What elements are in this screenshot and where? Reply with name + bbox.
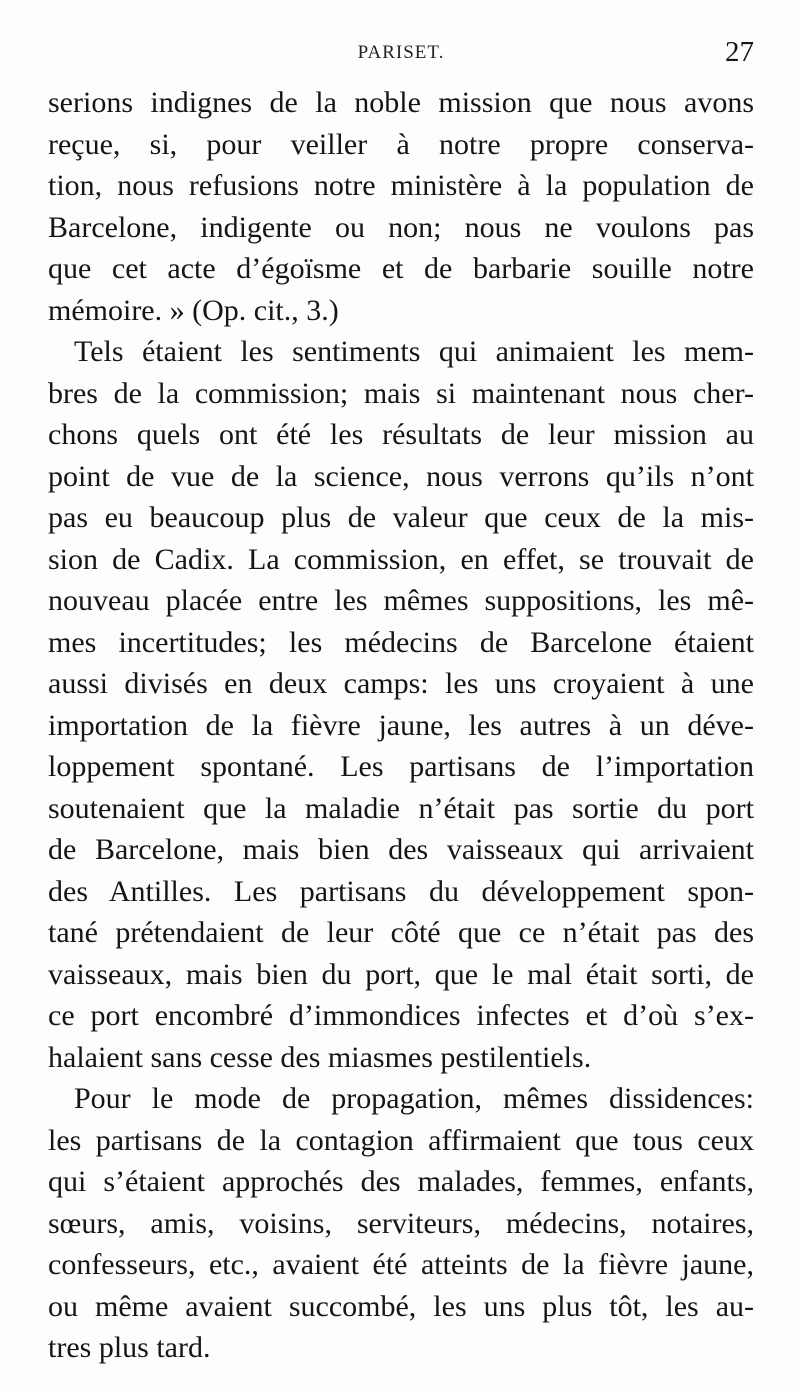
text-line: loppement spontané. Les partisans de l’importation — [48, 750, 754, 783]
text-line: soutenaient que la maladie n’était pas sortie du port — [48, 791, 754, 825]
text-line: qui s’étaient approchés des malades, femmes, enfants, — [48, 1165, 754, 1198]
text-line: sœurs, amis, voisins, serviteurs, médecins, notaires, — [48, 1206, 754, 1240]
text-line: confesseurs, etc., avaient été atteints de la fièvre jaune, — [48, 1248, 754, 1281]
text-line: reçue, si, pour veiller à notre propre conserva- — [48, 127, 754, 161]
page-number: 27 — [725, 36, 754, 68]
text-line: Pour le mode de propagation, mêmes dissidences: — [74, 1082, 754, 1115]
text-line: mémoire. » (Op. cit., 3.) — [48, 293, 339, 327]
text-line: aussi divisés en deux camps: les uns croyaient à une — [48, 667, 754, 700]
text-line: tané prétendaient de leur côté que ce n’était pas des — [48, 916, 754, 949]
running-title: PARISET. — [357, 42, 445, 63]
text-line: mes incertitudes; les médecins de Barcelone étaient — [48, 625, 754, 659]
text-line: importation de la fièvre jaune, les autres à un déve- — [48, 708, 754, 742]
text-line: tion, nous refusions notre ministère à la population de — [48, 169, 754, 202]
text-line: de Barcelone, mais bien des vaisseaux qui arrivaient — [48, 833, 754, 866]
text-line: nouveau placée entre les mêmes suppositions, les mê- — [48, 584, 754, 617]
text-line: point de vue de la science, nous verrons qu’ils n’ont — [48, 459, 754, 493]
text-line: ce port encombré d’immondices infectes et d’où s’ex- — [48, 999, 754, 1032]
text-line: vaisseaux, mais bien du port, que le mal était sorti, de — [48, 957, 754, 991]
text-line: tres plus tard. — [48, 1331, 211, 1364]
text-line: chons quels ont été les résultats de leur mission au — [48, 418, 754, 451]
text-line: les partisans de la contagion affirmaient que tous ceux — [48, 1123, 754, 1157]
text-line: sion de Cadix. La commission, en effet, se trouvait de — [48, 542, 754, 576]
text-line: halaient sans cesse des miasmes pestilentiels. — [48, 1040, 592, 1074]
page-header — [48, 36, 754, 76]
text-line: serions indignes de la noble mission que nous avons — [48, 86, 754, 119]
text-line: pas eu beaucoup plus de valeur que ceux de la mis- — [48, 501, 754, 534]
text-line: bres de la commission; mais si maintenant nous cher- — [48, 376, 754, 410]
text-line: des Antilles. Les partisans du développement spon- — [48, 874, 754, 908]
body-text — [48, 82, 754, 1369]
text-line: Tels étaient les sentiments qui animaient les mem- — [74, 335, 754, 368]
text-line: Barcelone, indigente ou non; nous ne voulons pas — [48, 210, 754, 244]
text-line: ou même avaient succombé, les uns plus tôt, les au- — [48, 1289, 754, 1323]
text-line: que cet acte d’égoïsme et de barbarie souille notre — [48, 252, 754, 285]
